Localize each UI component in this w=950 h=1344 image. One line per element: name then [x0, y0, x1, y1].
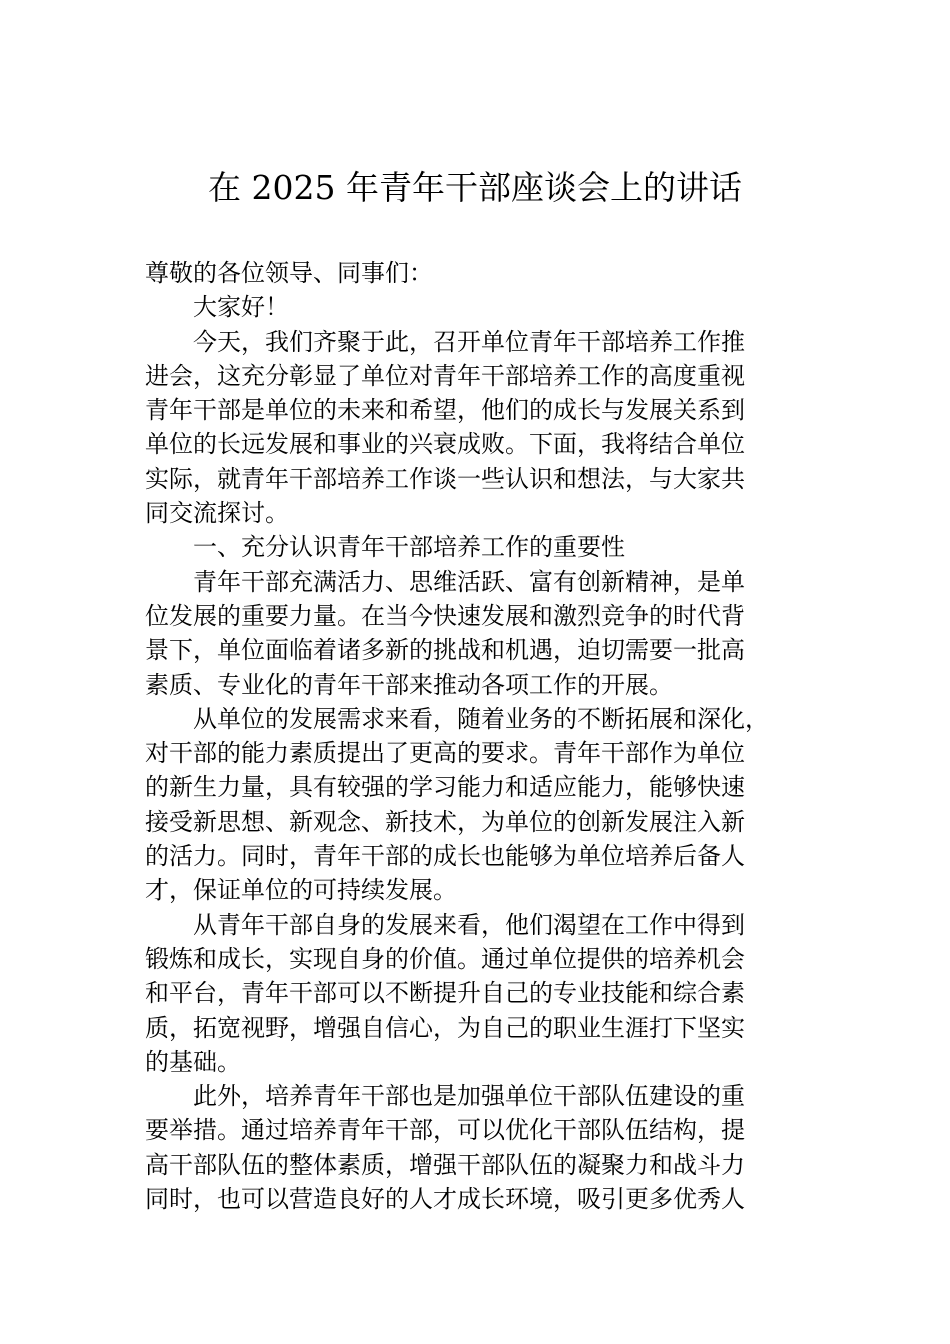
body-line: 的新生力量，具有较强的学习能力和适应能力，能够快速: [145, 773, 745, 802]
body-line: 位发展的重要力量。在当今快速发展和激烈竞争的时代背: [145, 601, 745, 630]
body-line: 同时，也可以营造良好的人才成长环境，吸引更多优秀人: [145, 1185, 745, 1214]
body-line: 锻炼和成长，实现自身的价值。通过单位提供的培养机会: [145, 944, 745, 973]
body-line: 大家好！: [193, 293, 289, 322]
body-line: 进会，这充分彰显了单位对青年干部培养工作的高度重视: [145, 361, 745, 390]
body-line: 青年干部充满活力、思维活跃、富有创新精神，是单: [193, 567, 745, 596]
body-line: 要举措。通过培养青年干部，可以优化干部队伍结构，提: [145, 1116, 745, 1145]
body-line: 尊敬的各位领导、同事们：: [145, 259, 433, 287]
body-line: 青年干部是单位的未来和希望，他们的成长与发展关系到: [145, 396, 745, 425]
body-line: 接受新思想、新观念、新技术，为单位的创新发展注入新: [145, 807, 745, 836]
body-line: 从单位的发展需求来看，随着业务的不断拓展和深化，: [193, 704, 769, 733]
document-body: [145, 256, 815, 1216]
body-line: 素质、专业化的青年干部来推动各项工作的开展。: [145, 670, 673, 699]
body-line: 从青年干部自身的发展来看，他们渴望在工作中得到: [193, 910, 745, 939]
body-line: 此外，培养青年干部也是加强单位干部队伍建设的重: [193, 1082, 745, 1111]
body-line: 和平台，青年干部可以不断提升自己的专业技能和综合素: [145, 979, 745, 1008]
body-line: 才，保证单位的可持续发展。: [145, 876, 457, 905]
body-line: 实际，就青年干部培养工作谈一些认识和想法，与大家共: [145, 464, 745, 493]
body-line: 的基础。: [145, 1047, 241, 1076]
body-line: 高干部队伍的整体素质，增强干部队伍的凝聚力和战斗力: [145, 1150, 745, 1179]
body-line: 今天，我们齐聚于此，召开单位青年干部培养工作推: [193, 327, 745, 356]
body-line: 质，拓宽视野，增强自信心，为自己的职业生涯打下坚实: [145, 1013, 745, 1042]
body-line: 对干部的能力素质提出了更高的要求。青年干部作为单位: [145, 739, 745, 768]
body-line: 一、充分认识青年干部培养工作的重要性: [193, 533, 625, 562]
body-line: 单位的长远发展和事业的兴衰成败。下面，我将结合单位: [145, 430, 745, 459]
body-line: 同交流探讨。: [145, 499, 289, 528]
body-line: 的活力。同时，青年干部的成长也能够为单位培养后备人: [145, 842, 745, 871]
body-line: 景下，单位面临着诸多新的挑战和机遇，迫切需要一批高: [145, 636, 745, 665]
document-title: 在 2025 年青年干部座谈会上的讲话: [208, 168, 742, 207]
